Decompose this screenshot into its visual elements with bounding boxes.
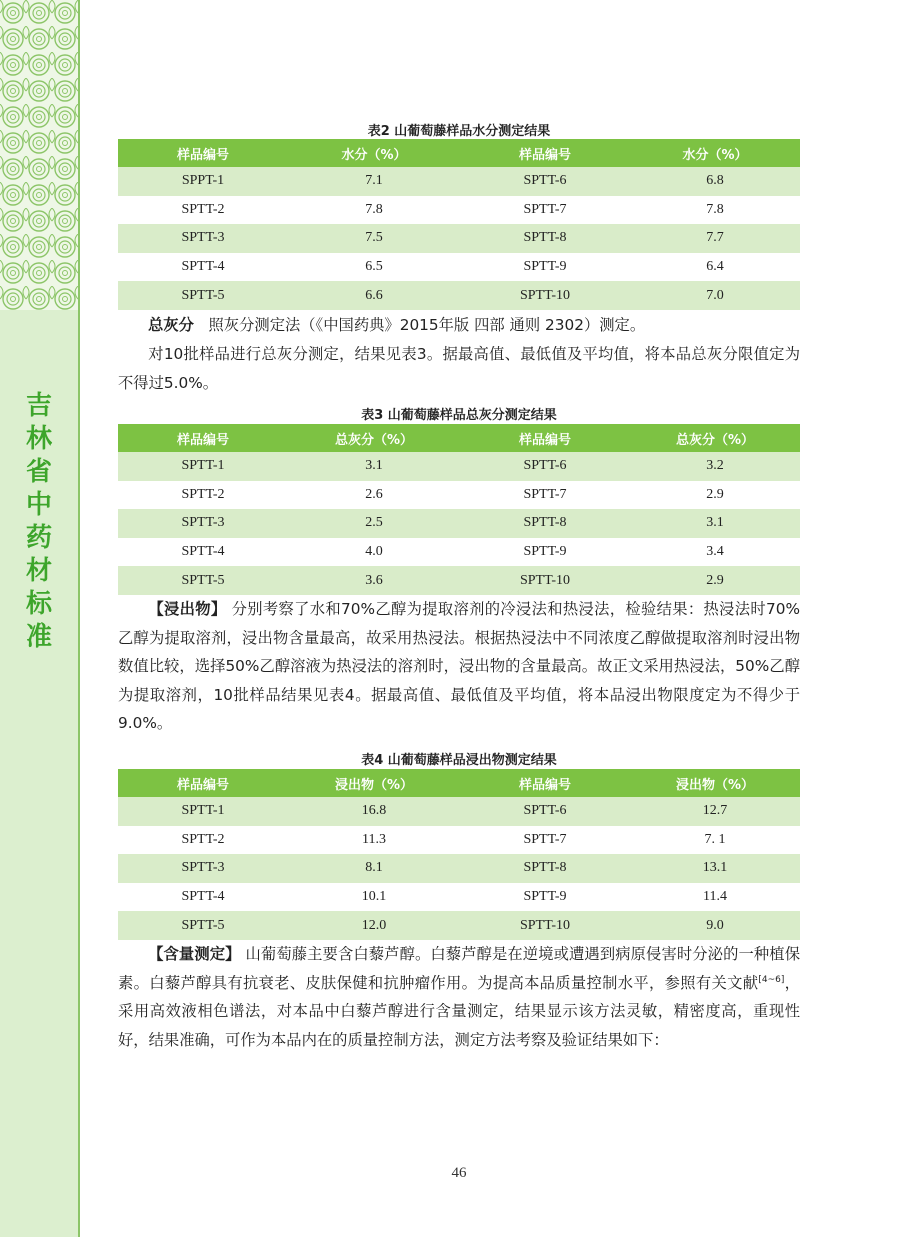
table-cell: SPTT-2	[118, 196, 288, 225]
assay-paragraph	[118, 940, 800, 1054]
table-row	[118, 224, 800, 253]
sidebar-title-char: 林	[25, 424, 52, 454]
sidebar-title-char: 吉	[25, 391, 52, 421]
table-cell: 7.0	[630, 281, 800, 310]
table-row	[118, 538, 800, 567]
sidebar-title-char: 中	[25, 490, 52, 520]
table-cell: 16.8	[288, 797, 460, 826]
table-cell: 10.1	[288, 883, 460, 912]
table-cell: 7.1	[288, 167, 460, 196]
table-cell: 7.8	[288, 196, 460, 225]
table-cell: 2.9	[630, 566, 800, 595]
table-row	[118, 253, 800, 282]
column-header: 总灰分（%）	[288, 424, 460, 452]
table-row	[118, 452, 800, 481]
table-row	[118, 911, 800, 940]
table-row	[118, 281, 800, 310]
reference-citation: [4~6]	[758, 974, 785, 985]
table-cell: 7.7	[630, 224, 800, 253]
sidebar-title-char: 标	[25, 589, 52, 619]
table-row	[118, 797, 800, 826]
table-cell: SPTT-8	[460, 509, 630, 538]
table-row	[118, 481, 800, 510]
sidebar-title-char: 药	[25, 523, 52, 553]
table-cell: SPTT-7	[460, 481, 630, 510]
table-cell: 2.6	[288, 481, 460, 510]
table-header-row	[118, 769, 800, 797]
sidebar-title-char: 材	[25, 556, 52, 586]
assay-text-part2: ，采用高效液相色谱法，对本品中白藜芦醇进行含量测定，结果显示该方法灵敏，精密度高，重现性好，结果准确，可作为本品内在的质量控制方法，测定方法考察及验证结果如下：	[118, 973, 800, 1049]
sidebar-title-char: 准	[25, 622, 52, 652]
table3	[118, 424, 800, 595]
page-number: 46	[451, 1165, 467, 1181]
table-cell: 6.6	[288, 281, 460, 310]
column-header: 样品编号	[118, 139, 288, 167]
table-cell: SPTT-4	[118, 253, 288, 282]
extract-text: 分别考察了水和70%乙醇为提取溶剂的冷浸法和热浸法，检验结果：热浸法时70%乙醇为提取溶剂，浸出物含量最高，故采用热浸法。根据热浸法中不同浓度乙醇做提取溶剂时浸出物数值比较，选择50%乙醇溶液为热浸法的溶剂时，浸出物的含量最高。故正文采用热浸法，50%乙醇为提取溶剂，10批样品结果见表4。据最高值、最低值及平均值，将本品浸出物限度定为不得少于9.0%。	[118, 600, 800, 733]
table-cell: SPTT-5	[118, 281, 288, 310]
table-cell: 4.0	[288, 538, 460, 567]
column-header: 样品编号	[118, 769, 288, 797]
table-cell: 3.1	[288, 452, 460, 481]
table-header-row	[118, 424, 800, 452]
cloud-pattern-decoration	[0, 0, 78, 310]
extract-label: 【浸出物】	[148, 600, 227, 618]
table-cell: SPTT-2	[118, 826, 288, 855]
column-header: 浸出物（%）	[630, 769, 800, 797]
table-cell: 12.0	[288, 911, 460, 940]
table-cell: SPTT-8	[460, 224, 630, 253]
table-cell: 9.0	[630, 911, 800, 940]
column-header: 样品编号	[118, 424, 288, 452]
sidebar-title-char: 省	[25, 457, 52, 487]
table2-caption: 表2 山葡萄藤样品水分测定结果	[367, 124, 551, 139]
column-header: 样品编号	[460, 769, 630, 797]
table-cell: SPTT-2	[118, 481, 288, 510]
table-row	[118, 509, 800, 538]
table-cell: SPTT-6	[460, 797, 630, 826]
table-cell: 8.1	[288, 854, 460, 883]
table-cell: SPTT-9	[460, 883, 630, 912]
table-cell: 6.4	[630, 253, 800, 282]
table-cell: SPTT-3	[118, 224, 288, 253]
ash-result-text: 对10批样品进行总灰分测定，结果见表3。据最高值、最低值及平均值，将本品总灰分限值定为不得过5.0%。	[118, 345, 800, 392]
column-header: 浸出物（%）	[288, 769, 460, 797]
table-cell: 11.4	[630, 883, 800, 912]
table-row	[118, 854, 800, 883]
table-cell: SPTT-10	[460, 566, 630, 595]
ash-method-paragraph	[118, 311, 800, 340]
table-cell: 7.8	[630, 196, 800, 225]
table-cell: SPTT-10	[460, 911, 630, 940]
ash-result-paragraph	[118, 340, 800, 397]
column-header: 水分（%）	[288, 139, 460, 167]
table-cell: SPTT-7	[460, 196, 630, 225]
table2	[118, 139, 800, 310]
table-cell: SPTT-7	[460, 826, 630, 855]
table-cell: 6.8	[630, 167, 800, 196]
table-header-row	[118, 139, 800, 167]
margin-sidebar	[0, 0, 80, 1237]
table-cell: SPTT-8	[460, 854, 630, 883]
table-cell: SPTT-4	[118, 538, 288, 567]
table-cell: SPTT-9	[460, 253, 630, 282]
column-header: 样品编号	[460, 424, 630, 452]
table-row	[118, 566, 800, 595]
table-cell: SPTT-3	[118, 509, 288, 538]
table-cell: 3.1	[630, 509, 800, 538]
table-cell: 7. 1	[630, 826, 800, 855]
table-cell: SPPT-1	[118, 167, 288, 196]
sidebar-title	[0, 390, 78, 654]
table-row	[118, 883, 800, 912]
table-cell: 2.9	[630, 481, 800, 510]
ash-label: 总灰分	[148, 316, 194, 334]
table-cell: SPTT-4	[118, 883, 288, 912]
table-cell: 3.2	[630, 452, 800, 481]
table-cell: SPTT-9	[460, 538, 630, 567]
table-cell: 7.5	[288, 224, 460, 253]
table-cell: SPTT-3	[118, 854, 288, 883]
assay-label: 【含量测定】	[148, 945, 241, 963]
table-cell: 13.1	[630, 854, 800, 883]
table-cell: SPTT-6	[460, 452, 630, 481]
extract-paragraph	[118, 595, 800, 738]
table-cell: SPTT-10	[460, 281, 630, 310]
table4-caption: 表4 山葡萄藤样品浸出物测定结果	[361, 753, 557, 768]
table-cell: 12.7	[630, 797, 800, 826]
table-row	[118, 167, 800, 196]
column-header: 样品编号	[460, 139, 630, 167]
table-cell: SPTT-5	[118, 911, 288, 940]
table-cell: 11.3	[288, 826, 460, 855]
table-cell: 3.4	[630, 538, 800, 567]
table-row	[118, 826, 800, 855]
table-row	[118, 196, 800, 225]
table4	[118, 769, 800, 940]
table-cell: SPTT-1	[118, 452, 288, 481]
table3-caption: 表3 山葡萄藤样品总灰分测定结果	[361, 408, 557, 423]
column-header: 水分（%）	[630, 139, 800, 167]
table-cell: SPTT-6	[460, 167, 630, 196]
table-cell: 2.5	[288, 509, 460, 538]
assay-text-part1: 山葡萄藤主要含白藜芦醇。白藜芦醇是在逆境或遭遇到病原侵害时分泌的一种植保素。白藜芦醇具有抗衰老、皮肤保健和抗肿瘤作用。为提高本品质量控制水平，参照有关文献	[118, 945, 800, 992]
ash-method-text: 照灰分测定法（《中国药典》2015年版 四部 通则 2302）测定。	[208, 316, 646, 334]
table-cell: 3.6	[288, 566, 460, 595]
table-cell: SPTT-5	[118, 566, 288, 595]
table-cell: 6.5	[288, 253, 460, 282]
column-header: 总灰分（%）	[630, 424, 800, 452]
table-cell: SPTT-1	[118, 797, 288, 826]
